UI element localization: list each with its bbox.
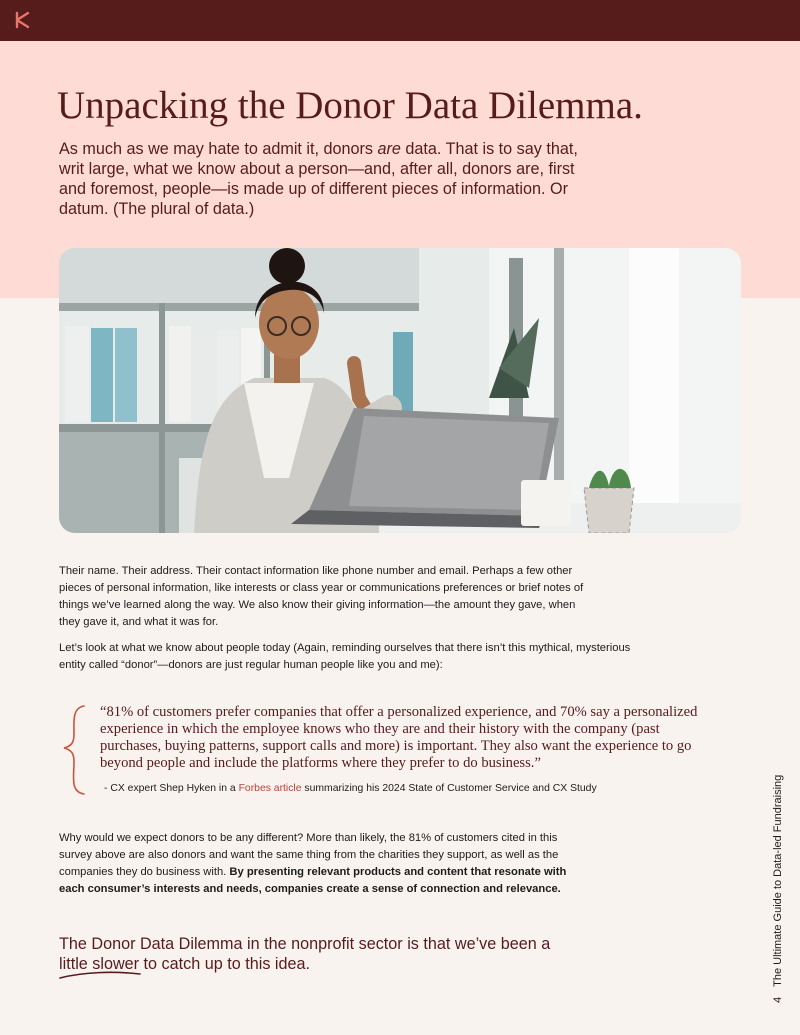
curly-brace-icon	[60, 704, 90, 796]
closing-statement: The Donor Data Dilemma in the nonprofit sector is that we’ve been a little slower to catch up to this idea.	[59, 935, 551, 973]
hand-drawn-underline-icon	[58, 970, 148, 982]
quote-attribution: - CX expert Shep Hyken in a Forbes article summarizing his 2024 State of Customer Service and CX Study	[104, 783, 597, 794]
page-number: 4	[772, 996, 784, 1003]
underlined-phrase: little slower	[59, 955, 140, 973]
body-paragraph-1: Their name. Their address. Their contact information like phone number and email. Perhaps a few other pieces of personal information, like interests or class year or communications preferences or brief notes of things we’ve learned along the way. We also know their giving information—the amount they gave, when they gave it, and what it was for.	[59, 565, 584, 628]
top-bar	[0, 0, 800, 41]
k-logo-icon	[14, 11, 32, 29]
guide-title: The Ultimate Guide to Data-led Fundraising	[772, 774, 784, 987]
bold-statement: By presenting relevant products and content that resonate with each consumer’s interests and needs, companies create a sense of connection and relevance.	[59, 866, 567, 895]
intro-paragraph: As much as we may hate to admit it, donors are data. That is to say that, writ large, what we know about a person—and, after all, donors are, first and foremost, people—is made up of different pieces of information. Or datum. (The plural of data.)	[59, 140, 578, 218]
page-title: Unpacking the Donor Data Dilemma.	[57, 84, 643, 127]
intro-emphasis: are	[377, 140, 401, 158]
body-paragraph-2: Let’s look at what we know about people today (Again, reminding ourselves that there isn’t this mythical, mysterious entity called “donor”—donors are just regular human people like you and me):	[59, 642, 631, 671]
hero-photo	[59, 248, 741, 533]
office-woman-laptop-image	[59, 248, 741, 533]
page-footer	[772, 775, 784, 1003]
forbes-article-link[interactable]: Forbes article	[238, 783, 302, 794]
quote-text: “81% of customers prefer companies that offer a personalized experience, and 70% say a personalized experience in which the employee knows who they are and their history with the company (past purchases, buying patterns, support calls and more) is important. They also want the experience to go beyond people and include the platforms where they prefer to do business.”	[100, 704, 698, 771]
body-paragraph-3: Why would we expect donors to be any different? More than likely, the 81% of customers cited in this survey above are also donors and want the same thing from the charities they support, as well as the companies they do business with. By presenting relevant products and content that resonate with each consumer’s interests and needs, companies create a sense of connection and relevance.	[59, 832, 567, 895]
